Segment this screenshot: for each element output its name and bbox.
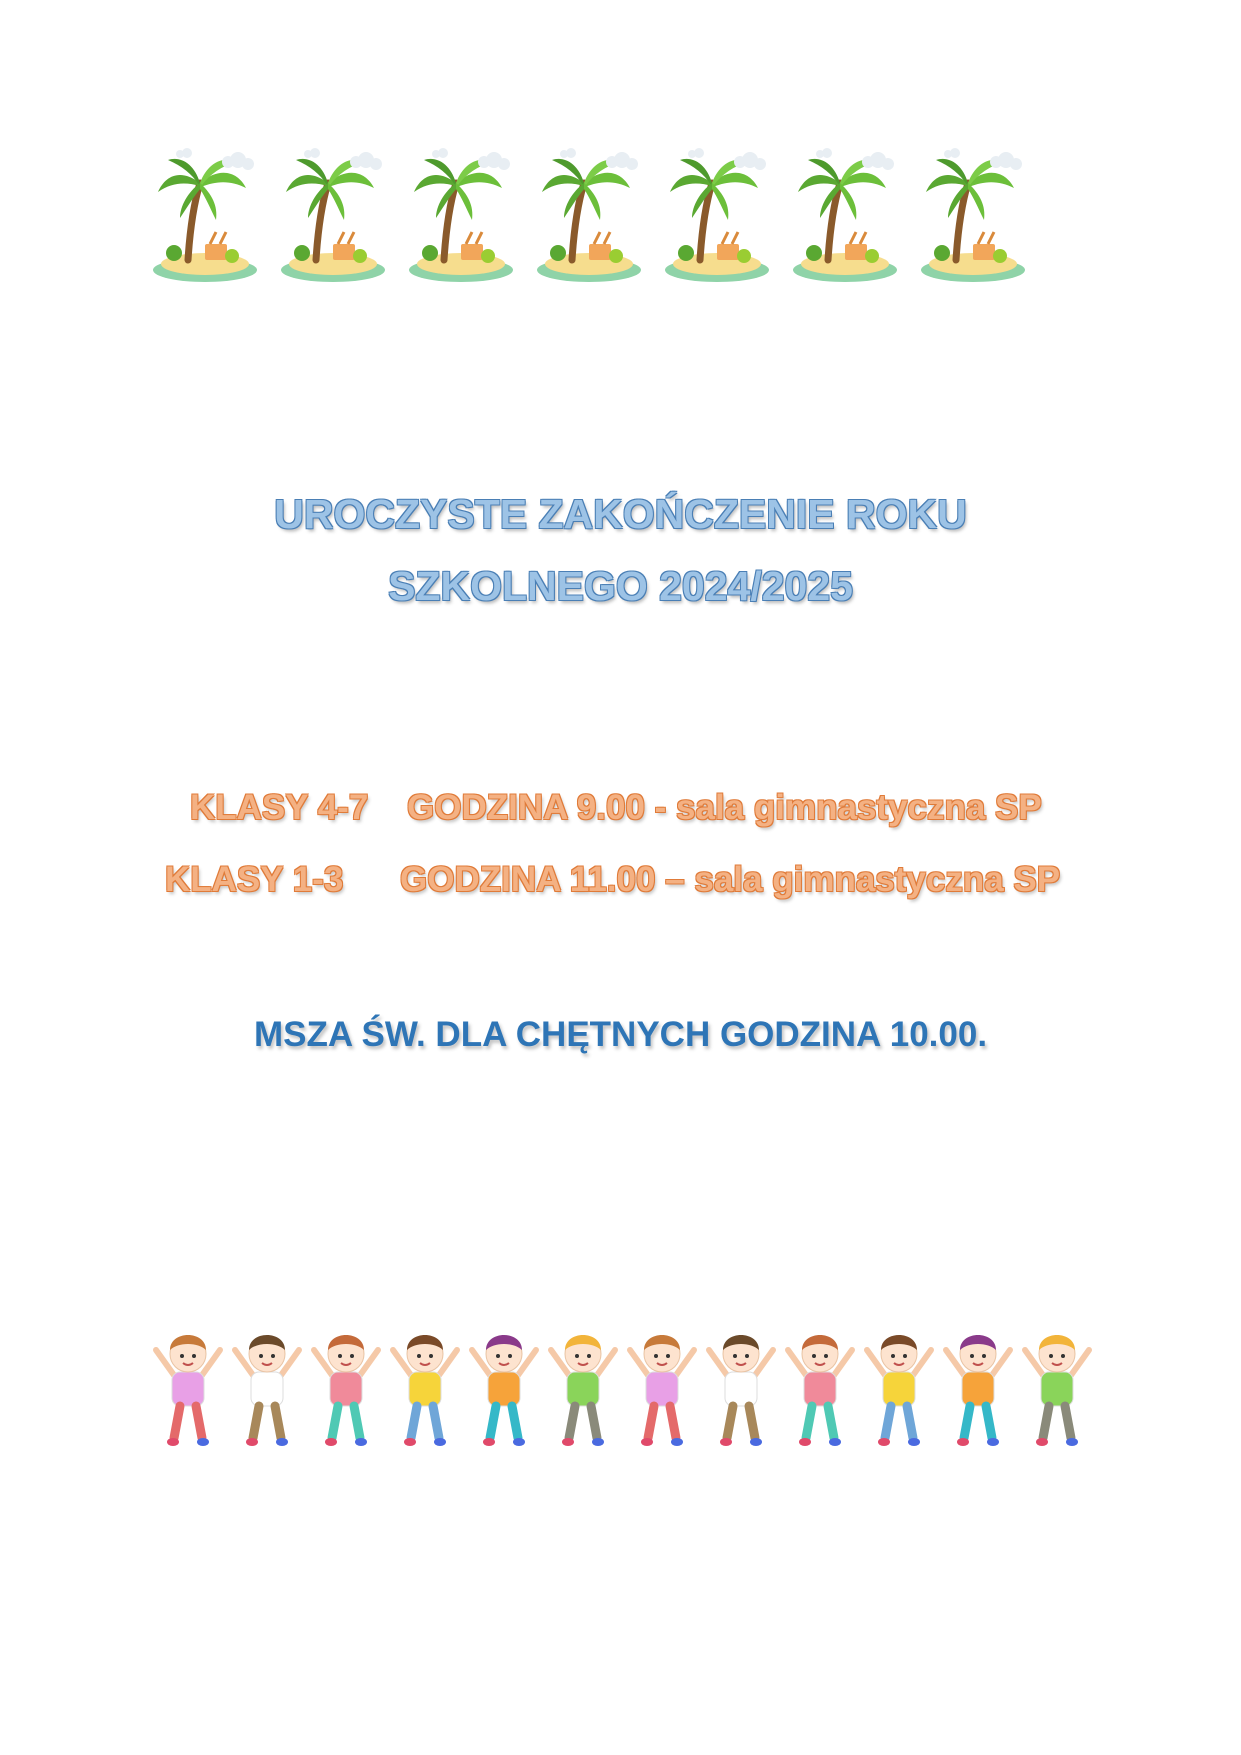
kid-figure [235, 1335, 299, 1446]
palm-island-icon [278, 148, 388, 288]
jumping-kids-illustration [148, 1320, 1093, 1460]
kid-figure [156, 1335, 220, 1446]
schedule-time-label: GODZINA 9.00 - sala gimnastyczna SP [407, 788, 1042, 827]
kid-figure [1025, 1335, 1089, 1446]
kid-figure [788, 1335, 852, 1446]
palm-island-icon [150, 148, 260, 288]
palm-island-icon [534, 148, 644, 288]
schedule-time-label: GODZINA 11.00 – sala gimnastyczna SP [400, 860, 1061, 899]
kid-figure [867, 1335, 931, 1446]
page-title [0, 478, 1241, 622]
schedule-classes-label: KLASY 4-7 [190, 788, 369, 827]
palm-island-icon [790, 148, 900, 288]
schedule-row-classes-1-3 [0, 860, 1241, 910]
palm-island-icon [662, 148, 772, 288]
title-line-2: SZKOLNEGO 2024/2025 [388, 563, 853, 609]
mass-info: MSZA ŚW. DLA CHĘTNYCH GODZINA 10.00. [253, 1015, 988, 1054]
kid-figure [709, 1335, 773, 1446]
title-line-1: UROCZYSTE ZAKOŃCZENIE ROKU [274, 491, 967, 537]
palm-island-icon [406, 148, 516, 288]
kid-figure [946, 1335, 1010, 1446]
kid-figure [472, 1335, 536, 1446]
schedule-row-classes-4-7 [0, 788, 1241, 838]
kid-figure [393, 1335, 457, 1446]
kid-figure [314, 1335, 378, 1446]
kid-figure [630, 1335, 694, 1446]
palm-island-icon [918, 148, 1028, 288]
kid-figure [551, 1335, 615, 1446]
schedule-classes-label: KLASY 1-3 [165, 860, 344, 899]
palm-island-row [0, 148, 1241, 288]
